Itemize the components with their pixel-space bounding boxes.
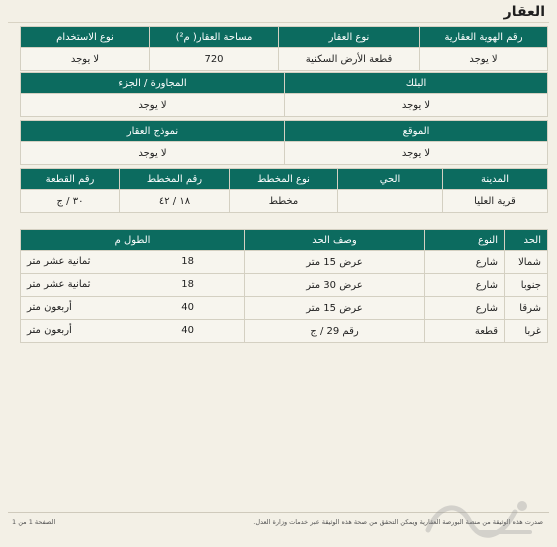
header-city: المدينة [443, 169, 548, 190]
boundary-description: عرض 15 متر [245, 251, 425, 274]
table-row [21, 320, 548, 343]
header-usage-type: نوع الاستخدام [21, 27, 150, 48]
value-real-estate-id: لا يوجد [420, 48, 548, 71]
property-main-table [20, 26, 548, 71]
page-title: العقار [503, 4, 545, 20]
boundary-type: قطعة [425, 320, 505, 343]
header-plan-number: رقم المخطط [120, 169, 230, 190]
boundary-length-words: أربعون متر [27, 302, 72, 313]
boundary-description: عرض 15 متر [245, 297, 425, 320]
boundary-type: شارع [425, 274, 505, 297]
header-property-model: نموذج العقار [21, 121, 285, 142]
header-district: الحي [338, 169, 443, 190]
table-row [21, 274, 548, 297]
header-plan-type: نوع المخطط [230, 169, 338, 190]
boundary-description: رقم 29 / ج [245, 320, 425, 343]
value-plan-number: ١٨ / ٤٢ [120, 190, 230, 213]
boundary-length: 40 [181, 325, 194, 336]
boundary-length-words: ثمانية عشر متر [27, 256, 91, 267]
boundary-side: شرقا [505, 297, 548, 320]
boundary-length-cell [21, 320, 245, 343]
watermark-logo [420, 492, 540, 542]
boundary-length: 18 [181, 279, 194, 290]
header-boundary-description: وصف الحد [245, 230, 425, 251]
header-location: الموقع [285, 121, 548, 142]
value-usage-type: لا يوجد [21, 48, 150, 71]
footer-note: صدرت هذه الوثيقة من منصة البورصة العقارية ويمكن التحقق من صحة هذه الوثيقة عبر خدمات وزارة العدل. [253, 518, 543, 526]
boundary-side: جنوبا [505, 274, 548, 297]
header-property-area: مساحة العقار( م²) [150, 27, 279, 48]
title-divider [8, 22, 549, 23]
value-plan-type: مخطط [230, 190, 338, 213]
boundary-length: 18 [181, 256, 194, 267]
header-neighborhood-part: المجاورة / الجزء [21, 73, 285, 94]
value-city: قرية العليا [443, 190, 548, 213]
location-model-table [20, 120, 548, 165]
header-real-estate-id: رقم الهوية العقارية [420, 27, 548, 48]
table-row [21, 297, 548, 320]
boundary-description: عرض 30 متر [245, 274, 425, 297]
boundaries-table [20, 229, 548, 343]
boundary-side: شمالا [505, 251, 548, 274]
value-location: لا يوجد [285, 142, 548, 165]
value-property-type: قطعة الأرض السكنية [279, 48, 420, 71]
header-plot-number: رقم القطعة [21, 169, 120, 190]
header-block: البلك [285, 73, 548, 94]
page-number: الصفحة 1 من 1 [12, 518, 56, 526]
table-row [21, 251, 548, 274]
boundary-length-words: أربعون متر [27, 325, 72, 336]
boundary-type: شارع [425, 251, 505, 274]
boundary-length-cell [21, 274, 245, 297]
header-boundary-type: النوع [425, 230, 505, 251]
boundary-length-words: ثمانية عشر متر [27, 279, 91, 290]
value-district [338, 190, 443, 213]
value-neighborhood-part: لا يوجد [21, 94, 285, 117]
boundary-length-cell [21, 251, 245, 274]
value-block: لا يوجد [285, 94, 548, 117]
boundary-length: 40 [181, 302, 194, 313]
city-plan-table [20, 168, 548, 213]
value-property-model: لا يوجد [21, 142, 285, 165]
boundary-type: شارع [425, 297, 505, 320]
boundary-side: غربا [505, 320, 548, 343]
block-neighborhood-table [20, 72, 548, 117]
value-property-area: 720 [150, 48, 279, 71]
header-property-type: نوع العقار [279, 27, 420, 48]
boundary-length-cell [21, 297, 245, 320]
value-plot-number: ٣٠ / ج [21, 190, 120, 213]
header-boundary-length: الطول م [21, 230, 245, 251]
header-boundary-side: الحد [505, 230, 548, 251]
